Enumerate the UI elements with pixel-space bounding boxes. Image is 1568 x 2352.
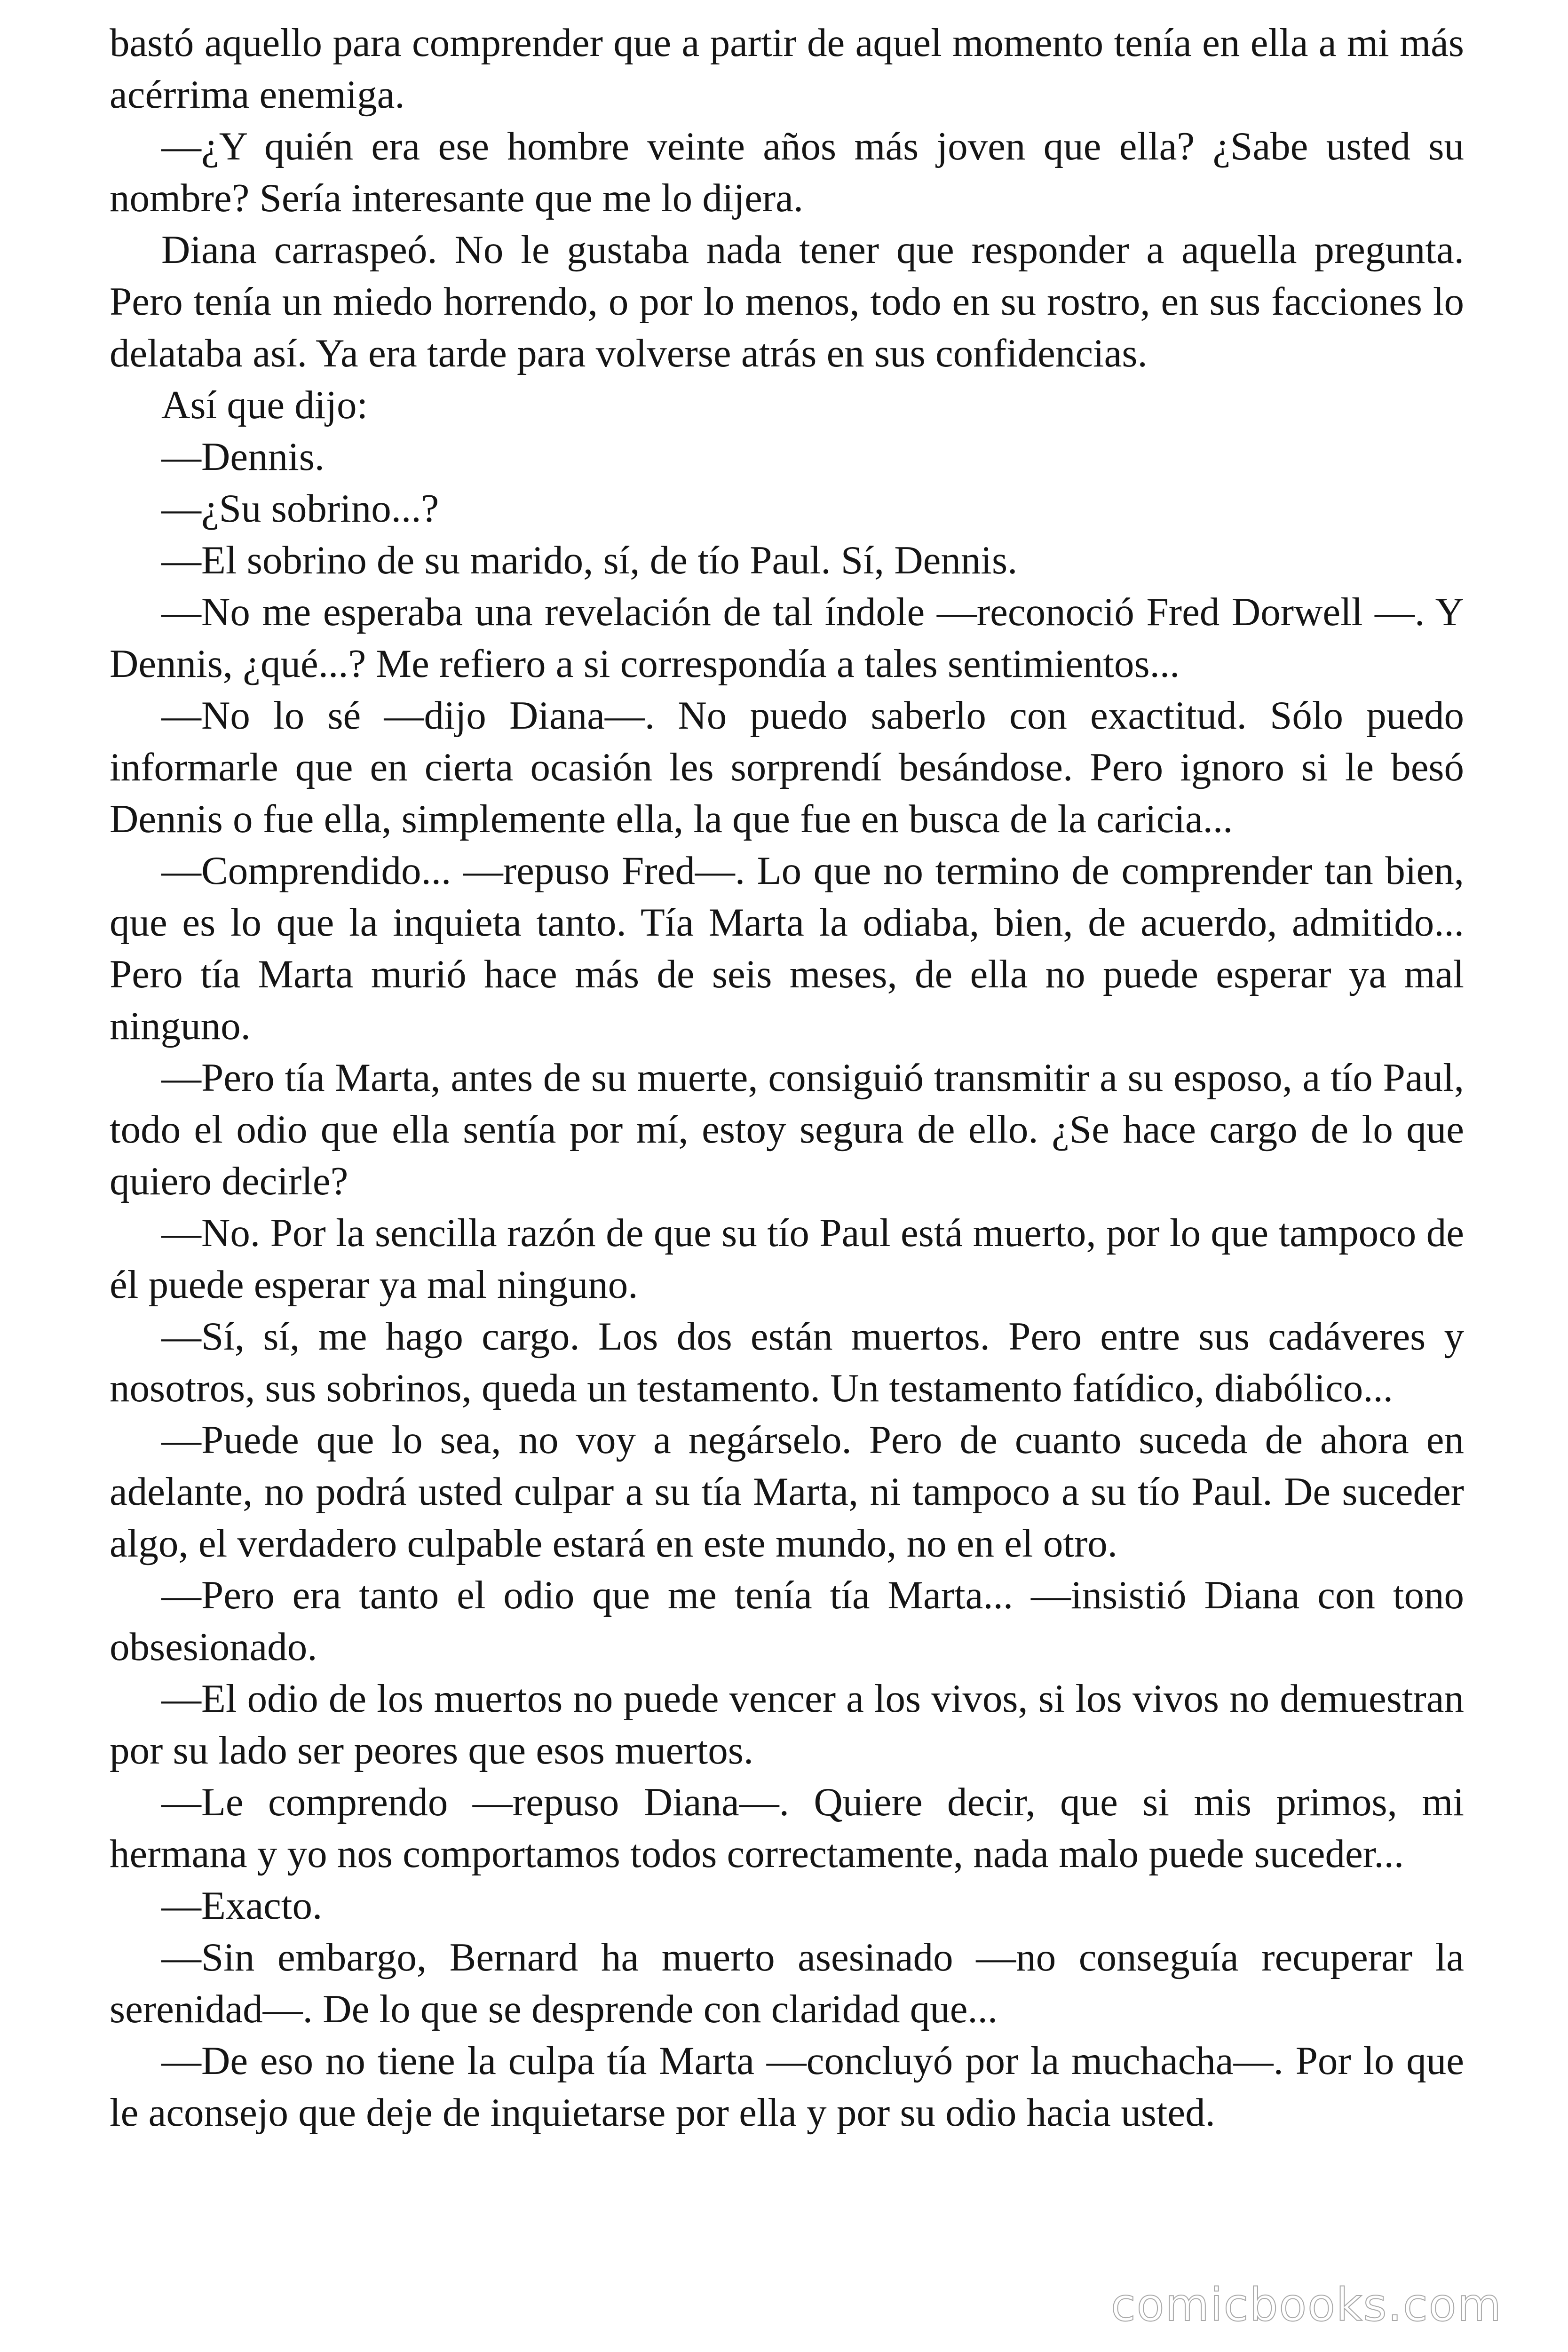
paragraph-12: —No. Por la sencilla razón de que su tío Paul está muerto, por lo que tampoco de él puede esperar ya mal ninguno.	[110, 1211, 1464, 1307]
paragraph-17: —Le comprendo —repuso Diana—. Quiere decir, que si mis primos, mi hermana y yo nos comportamos todos correctamente, nada malo puede suceder...	[110, 1780, 1464, 1876]
paragraph-13: —Sí, sí, me hago cargo. Los dos están muertos. Pero entre sus cadáveres y nosotros, sus sobrinos, queda un testamento. Un testamento fatídico, diabólico...	[110, 1314, 1464, 1410]
paragraph-19: —Sin embargo, Bernard ha muerto asesinado —no conseguía recuperar la serenidad—. De lo que se desprende con claridad que...	[110, 1935, 1464, 2031]
paragraph-18: —Exacto.	[161, 1883, 323, 1928]
paragraph-8: —No me esperaba una revelación de tal índole —reconoció Fred Dorwell —. Y Dennis, ¿qué...? Me refiero a si correspondía a tales sentimientos...	[110, 590, 1464, 686]
paragraph-15: —Pero era tanto el odio que me tenía tía Marta... —insistió Diana con tono obsesionado.	[110, 1573, 1464, 1669]
watermark-logo: comicbooks.com	[1110, 2279, 1502, 2331]
paragraph-5: —Dennis.	[161, 435, 325, 479]
paragraph-2: —¿Y quién era ese hombre veinte años más joven que ella? ¿Sabe usted su nombre? Sería interesante que me lo dijera.	[110, 124, 1464, 220]
paragraph-9: —No lo sé —dijo Diana—. No puedo saberlo con exactitud. Sólo puedo informarle que en cierta ocasión les sorprendí besándose. Pero ignoro si le besó Dennis o fue ella, simplemente ella, la que fue en busca de la caricia...	[110, 693, 1464, 841]
paragraph-16: —El odio de los muertos no puede vencer a los vivos, si los vivos no demuestran por su lado ser peores que esos muertos.	[110, 1677, 1464, 1772]
paragraph-11: —Pero tía Marta, antes de su muerte, consiguió transmitir a su esposo, a tío Paul, todo el odio que ella sentía por mí, estoy segura de ello. ¿Se hace cargo de lo que quiero decirle?	[110, 1056, 1464, 1203]
paragraph-3: Diana carraspeó. No le gustaba nada tener que responder a aquella pregunta. Pero tenía un miedo horrendo, o por lo menos, todo en su rostro, en sus facciones lo delataba así. Ya era tarde para volverse atrás en sus confidencias.	[110, 228, 1464, 375]
book-page-text	[110, 17, 1464, 2138]
paragraph-4: Así que dijo:	[161, 383, 368, 427]
paragraph-1: bastó aquello para comprender que a partir de aquel momento tenía en ella a mi más acérrima enemiga.	[110, 21, 1464, 117]
paragraph-20: —De eso no tiene la culpa tía Marta —concluyó por la muchacha—. Por lo que le aconsejo que deje de inquietarse por ella y por su odio hacia usted.	[110, 2039, 1464, 2135]
paragraph-14: —Puede que lo sea, no voy a negárselo. Pero de cuanto suceda de ahora en adelante, no podrá usted culpar a su tía Marta, ni tampoco a su tío Paul. De suceder algo, el verdadero culpable estará en este mundo, no en el otro.	[110, 1418, 1464, 1565]
paragraph-10: —Comprendido... —repuso Fred—. Lo que no termino de comprender tan bien, que es lo que la inquieta tanto. Tía Marta la odiaba, bien, de acuerdo, admitido... Pero tía Marta murió hace más de seis meses, de ella no puede esperar ya mal ninguno.	[110, 849, 1464, 1048]
paragraph-7: —El sobrino de su marido, sí, de tío Paul. Sí, Dennis.	[161, 538, 1018, 582]
paragraph-6: —¿Su sobrino...?	[161, 486, 439, 531]
